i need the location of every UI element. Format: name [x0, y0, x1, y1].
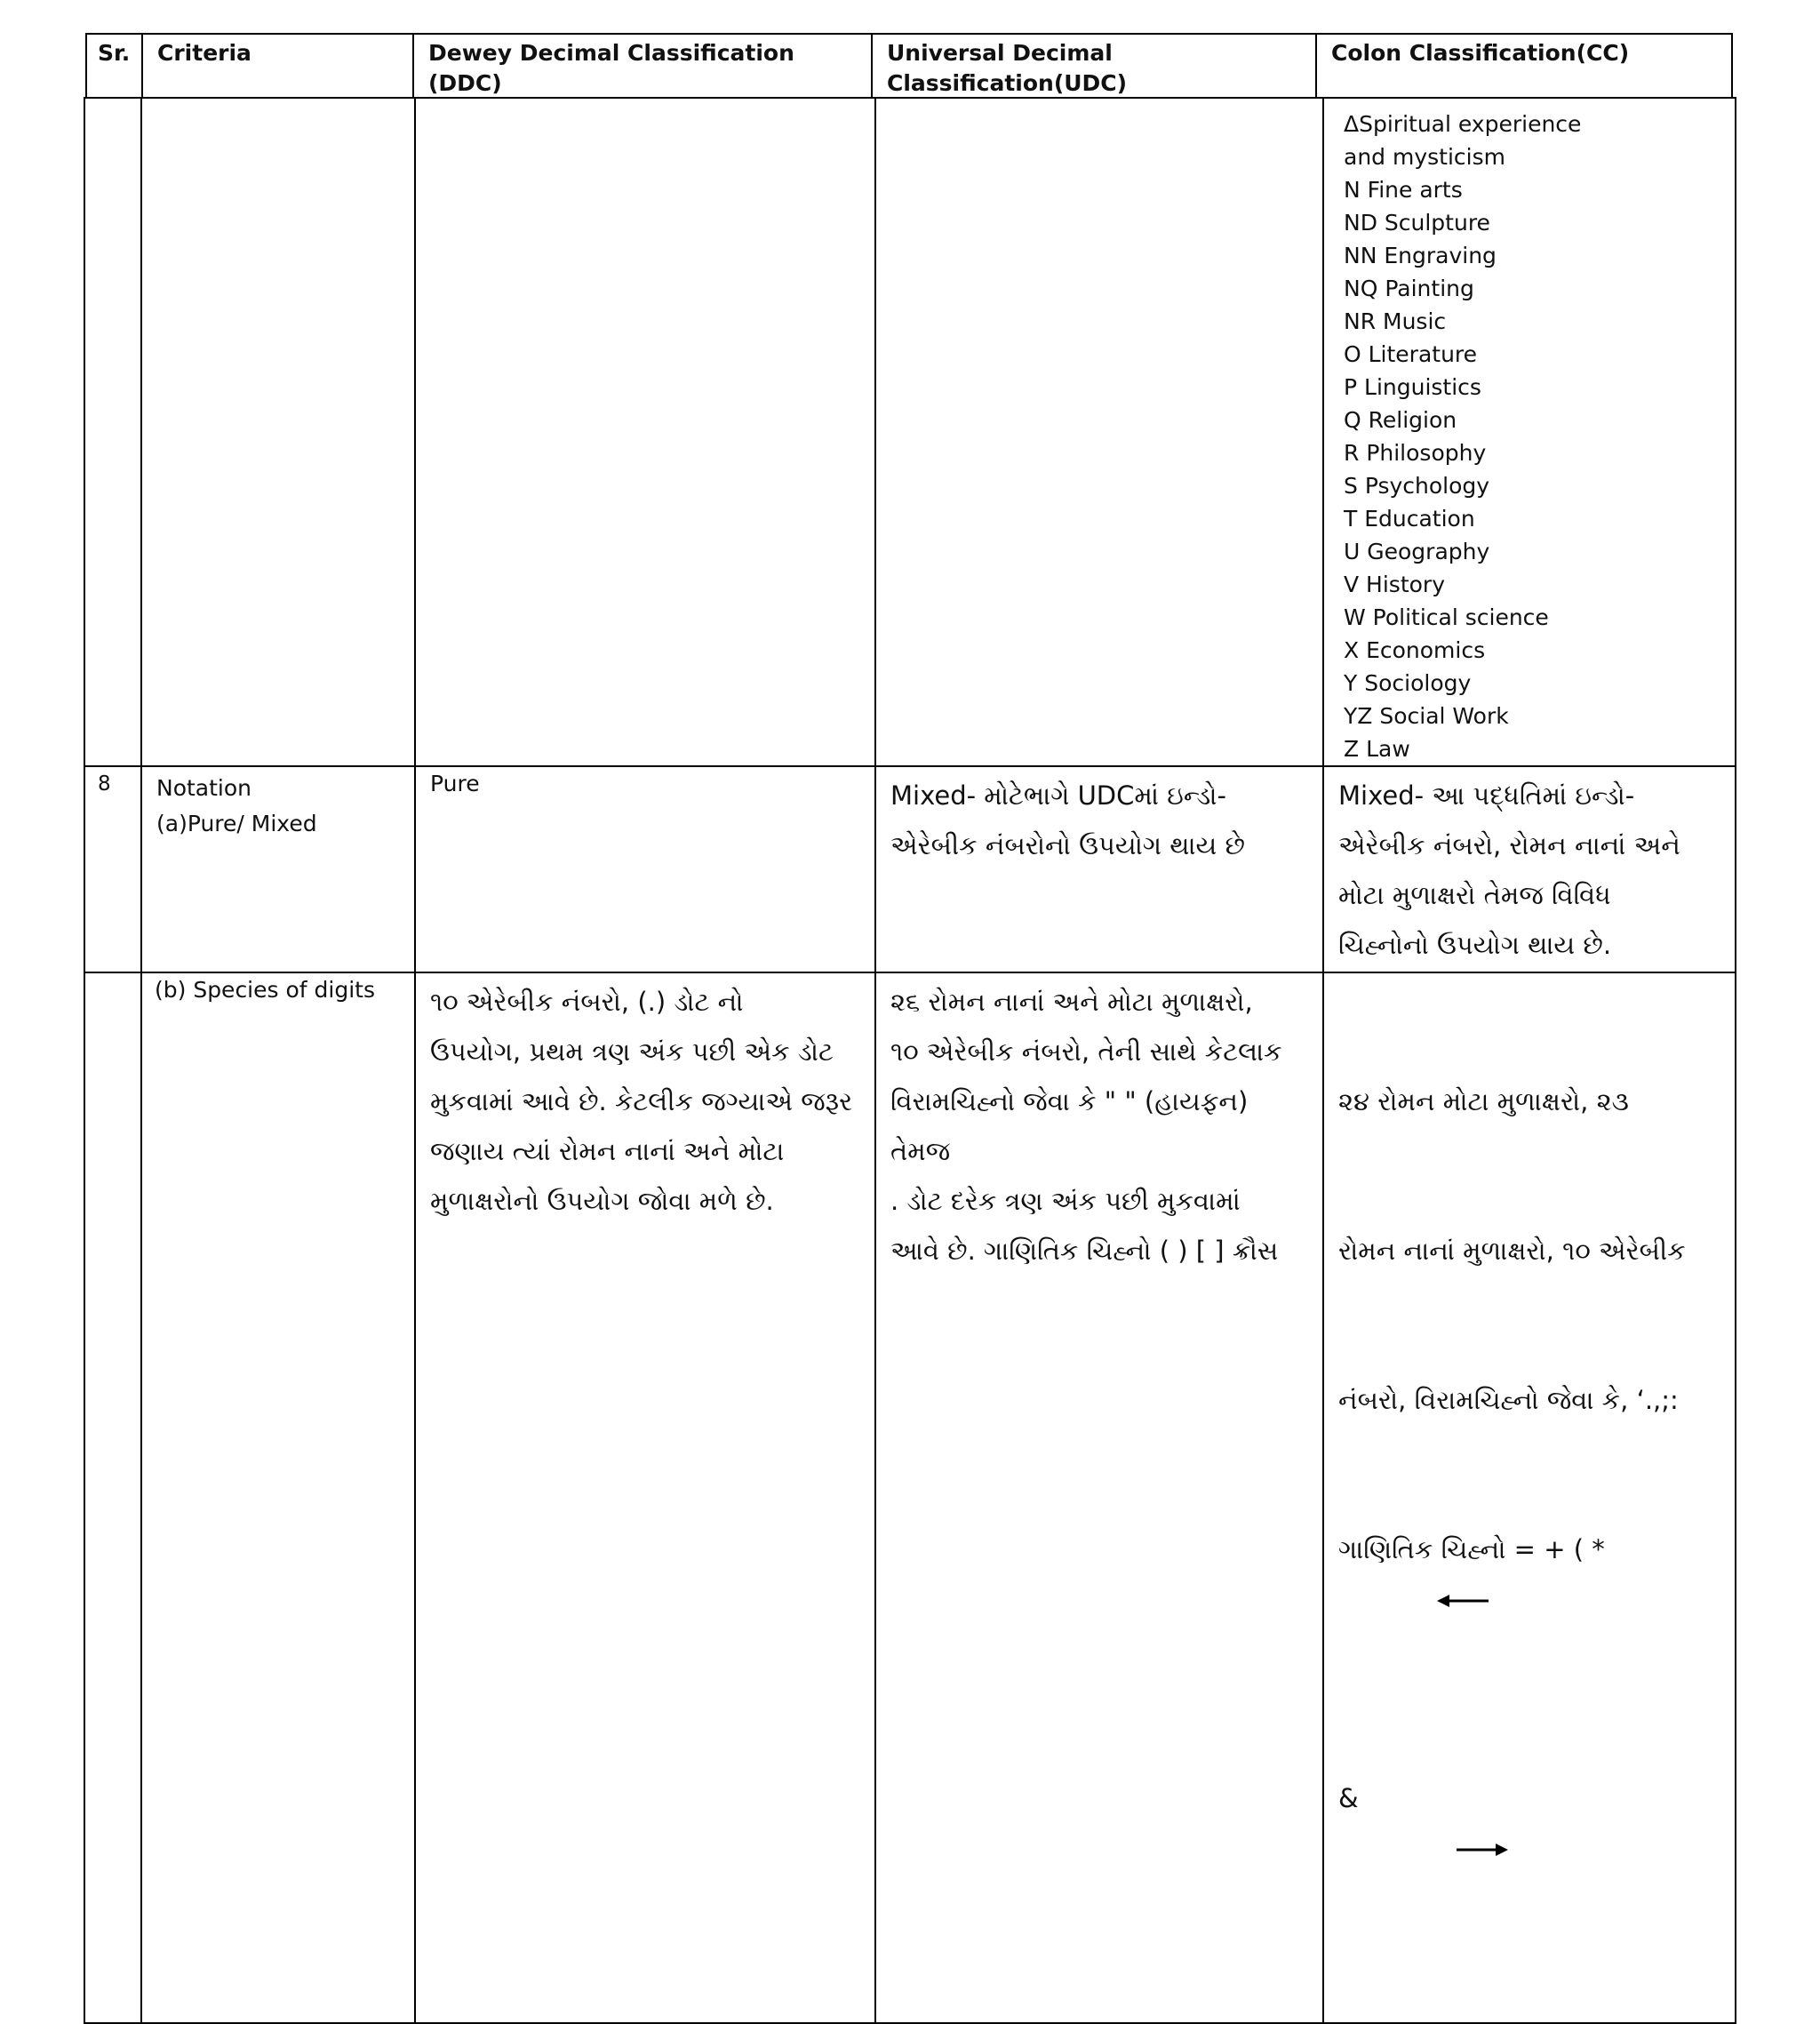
- cc-class-item: O Literature: [1344, 341, 1478, 367]
- digits-ddc: ૧૦ એરેબીક નંબરો, (.) ડોટ નો ઉપયોગ, પ્રથમ ત્રણ અંક પછી એક ડોટ મુકવામાં આવે છે. કેટલીક જગ્યાએ જરૂર જણાય ત્યાં રોમન નાનાં અને મોટા મુળાક્ષરોનો ઉપયોગ જોવા મળે છે.: [415, 972, 875, 2023]
- header-cc: Colon Classification(CC): [1316, 34, 1732, 99]
- digits-cc-line: રોમન નાનાં મુળાક્ષરો, ૧૦ એરેબીક: [1338, 1236, 1686, 1266]
- cc-class-item: NQ Painting: [1344, 276, 1474, 301]
- notation-ddc: Pure: [415, 766, 875, 972]
- cc-class-item: Y Sociology: [1344, 670, 1472, 696]
- cc-class-item: ΔSpiritual experience: [1344, 111, 1582, 137]
- cc-class-item: Q Religion: [1344, 407, 1457, 433]
- digits-cc-text: [1324, 973, 1735, 2022]
- cc-class-item: U Geography: [1344, 539, 1490, 564]
- cc-class-item: NN Engraving: [1344, 243, 1497, 268]
- digits-cc-line: નંબરો, વિરામચિહ્નો જેવા કે, ‘.,;:: [1338, 1385, 1679, 1415]
- notation-sr: 8: [84, 766, 141, 972]
- cc-class-item: NR Music: [1344, 308, 1447, 334]
- row-classes-ddc: [415, 98, 875, 766]
- table-row-species-of-digits: [84, 972, 1736, 2023]
- cc-class-item: YZ Social Work: [1344, 703, 1509, 729]
- cc-class-item: ND Sculpture: [1344, 210, 1490, 236]
- cc-class-list: [1324, 99, 1735, 765]
- digits-cc: [1323, 972, 1736, 2023]
- cc-class-item: T Education: [1344, 506, 1475, 532]
- left-arrow-icon: [1437, 1592, 1490, 1610]
- notation-criteria: Notation (a)Pure/ Mixed: [141, 766, 415, 972]
- header-criteria: Criteria: [142, 34, 413, 99]
- cc-class-item: X Economics: [1344, 637, 1486, 663]
- header-ddc: Dewey Decimal Classification (DDC): [413, 34, 872, 99]
- header-table: [85, 33, 1733, 99]
- digits-cc-line: ગાણિતિક ચિહ્નો = + ( *: [1338, 1524, 1720, 1674]
- cc-class-item: S Psychology: [1344, 473, 1490, 499]
- header-row: [86, 34, 1732, 99]
- cc-class-item: W Political science: [1344, 604, 1549, 630]
- cc-class-item: and mysticism: [1344, 144, 1505, 170]
- cc-class-item: N Fine arts: [1344, 177, 1463, 203]
- cc-class-item: R Philosophy: [1344, 440, 1487, 466]
- digits-cc-line: ૨૪ રોમન મોટા મુળાક્ષરો, ૨૩: [1338, 1086, 1629, 1116]
- right-arrow-icon: [1455, 1841, 1508, 1859]
- table-row-main-classes: [84, 98, 1736, 766]
- digits-udc: ૨૬ રોમન નાનાં અને મોટા મુળાક્ષરો, ૧૦ એરેબીક નંબરો, તેની સાથે કેટલાક વિરામચિહ્નો જેવા કે " " (હાયફન) તેમજ . ડોટ દરેક ત્રણ અંક પછી મુકવામાં આવે છે. ગાણિતિક ચિહ્નો ( ) [ ] ક્રૌસ: [875, 972, 1323, 2023]
- comparison-table: [84, 97, 1736, 2024]
- cc-class-item: V History: [1344, 572, 1445, 597]
- notation-cc: Mixed- આ પદ્ધતિમાં ઇન્ડો- એરેબીક નંબરો, રોમન નાનાં અને મોટા મુળાક્ષરો તેમજ વિવિધ ચિહ્નોનો ઉપયોગ થાય છે.: [1323, 766, 1736, 972]
- digits-criteria: (b) Species of digits: [141, 972, 415, 2023]
- notation-udc: Mixed- મોટેભાગે UDCમાં ઇન્ડો- એરેબીક નંબરોનો ઉપયોગ થાય છે: [875, 766, 1323, 972]
- cc-class-item: Z Law: [1344, 736, 1410, 762]
- row-classes-cc: [1323, 98, 1736, 766]
- digits-sr: [84, 972, 141, 2023]
- table-row-notation: [84, 766, 1736, 972]
- row-classes-criteria: [141, 98, 415, 766]
- header-sr: Sr.: [86, 34, 142, 99]
- digits-cc-line: &: [1338, 1773, 1720, 1923]
- cc-class-item: P Linguistics: [1344, 374, 1481, 400]
- header-udc: Universal Decimal Classification(UDC): [872, 34, 1316, 99]
- row-classes-sr: [84, 98, 141, 766]
- row-classes-udc: [875, 98, 1323, 766]
